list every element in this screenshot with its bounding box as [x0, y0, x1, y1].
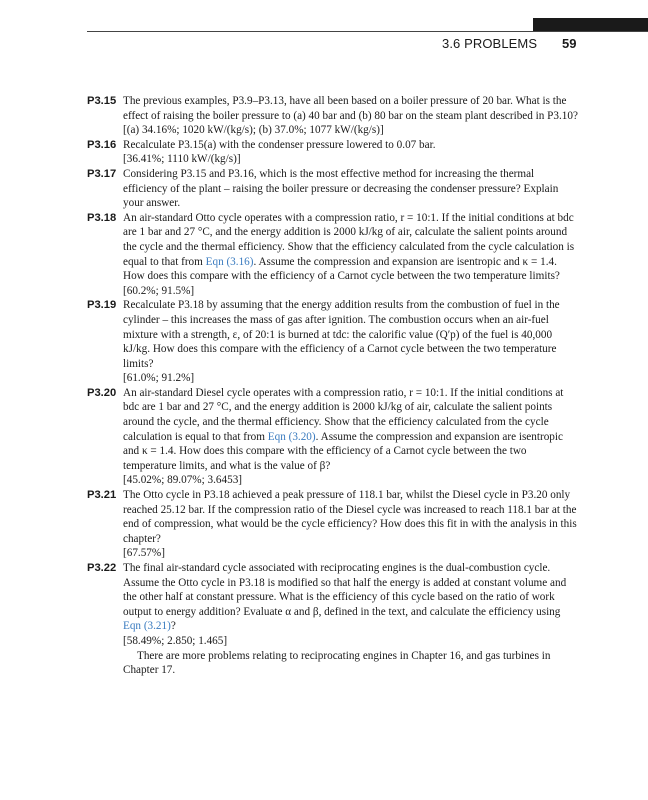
problem-text: Recalculate P3.18 by assuming that the energy addition results from the combustion of fuel in the cylinder – this increases the mass of gas after ignition. The combustion occurs when an air-fuel mixture with a strength, ε, of 20:1 is burned at tdc: the calorific value (Q′p) of the fuel is 40,000 kJ/kg. How does this compare with the efficiency of a Carnot cycle between the two temperature limits?	[123, 299, 560, 370]
problem-answer: [45.02%; 89.07%; 3.6453]	[123, 474, 243, 487]
problem-text: The Otto cycle in P3.18 achieved a peak pressure of 118.1 bar, whilst the Diesel cycle in P3.20 only reached 25.12 bar. If the compression ratio of the Diesel cycle was increased to reach 118.1 bar at the end of compression, what would be the cycle efficiency? How does this fit in with the analysis in this chapter?	[123, 489, 577, 545]
closing-note: There are more problems relating to reciprocating engines in Chapter 16, and gas turbines in Chapter 17.	[123, 649, 551, 677]
problem-answer: [60.2%; 91.5%]	[123, 284, 195, 297]
problem-text: The previous examples, P3.9–P3.13, have all been based on a boiler pressure of 20 bar. What is the effect of raising the boiler pressure to (a) 40 bar and (b) 80 bar on the steam plant described in P3.10?	[123, 95, 578, 122]
equation-link[interactable]: Eqn (3.21)	[123, 620, 171, 633]
problem-text-part: An air-standard Otto cycle operates with a compression ratio, r = 10:1. If the initial conditions at bdc are 1 bar and 27 °C, and the energy addition is 2000 kJ/kg of air, calculate the salient points around the cycle and the thermal efficiency. Show that the efficiency calculated from the cycle calculation is equal to that from	[123, 211, 575, 268]
problem-p3-20	[87, 386, 579, 488]
problem-p3-21	[87, 488, 579, 561]
problem-answer: [61.0%; 91.2%]	[123, 372, 195, 385]
problem-answer: [(a) 34.16%; 1020 kW/(kg/s); (b) 37.0%; 1077 kW/(kg/s)]	[123, 124, 384, 137]
problem-text-part: . Assume the compression and expansion are isentropic and κ = 1.4. How does this compare with the efficiency of a Carnot cycle between the two temperature limits, and what is the value of β?	[123, 430, 563, 472]
problem-number: P3.15	[87, 95, 117, 107]
problem-number: P3.20	[87, 386, 117, 399]
problem-text: Considering P3.15 and P3.16, which is the most effective method for increasing the thermal efficiency of the plant – raising the boiler pressure or decreasing the condenser pressure? Explain your answer.	[123, 167, 559, 210]
problem-p3-16	[87, 138, 579, 167]
page-number: 59	[562, 36, 577, 51]
problem-number: P3.19	[87, 299, 117, 312]
problem-text-part: ?	[170, 620, 176, 633]
problem-text-part: . Assume the compression and expansion are isentropic and κ = 1.4. How does this compare with the efficiency of a Carnot cycle between the two temperature limits?	[123, 255, 560, 283]
problem-text	[123, 561, 579, 634]
problem-number: P3.21	[87, 489, 117, 502]
problem-text-part: The final air-standard cycle associated with reciprocating engines is the dual-combustion cycle. Assume the Otto cycle in P3.18 is modified so that half the energy is added at constant volume and the other half at constant pressure. What is the efficiency of this cycle based on the ratio of work output to energy addition? Evaluate α and β, defined in the text, and calculate the efficiency using	[123, 562, 567, 618]
problem-p3-19	[87, 298, 579, 386]
problem-answer: [67.57%]	[123, 547, 165, 560]
problem-text: Recalculate P3.15(a) with the condenser pressure lowered to 0.07 bar.	[123, 138, 436, 151]
section-title: 3.6 PROBLEMS	[442, 36, 538, 51]
header-rule	[87, 31, 648, 32]
problem-list	[87, 94, 579, 678]
problem-answer: [36.41%; 1110 kW/(kg/s)]	[123, 153, 241, 166]
problem-p3-17	[87, 167, 579, 211]
problem-number: P3.16	[87, 138, 117, 151]
problem-text-part: An air-standard Diesel cycle operates with a compression ratio, r = 10:1. If the initial conditions at bdc are 1 bar and 27 °C, and the energy addition is 2000 kJ/kg of air, calculate the salient points around the cycle, and the thermal efficiency. Show that the efficiency calculated from the cycle calculation is equal to that from	[123, 386, 564, 443]
problem-p3-15	[87, 94, 579, 138]
equation-link[interactable]: Eqn (3.20)	[267, 430, 316, 443]
problem-number: P3.17	[87, 167, 117, 180]
problem-answer: [58.49%; 2.850; 1.465]	[123, 634, 228, 647]
equation-link[interactable]: Eqn (3.16)	[205, 255, 254, 268]
problem-p3-18	[87, 211, 579, 299]
problem-text	[123, 386, 579, 474]
problem-p3-22	[87, 561, 579, 649]
problem-number: P3.22	[87, 562, 117, 574]
problem-number: P3.18	[87, 211, 117, 224]
problem-text	[123, 211, 579, 284]
header-bar	[533, 18, 648, 31]
